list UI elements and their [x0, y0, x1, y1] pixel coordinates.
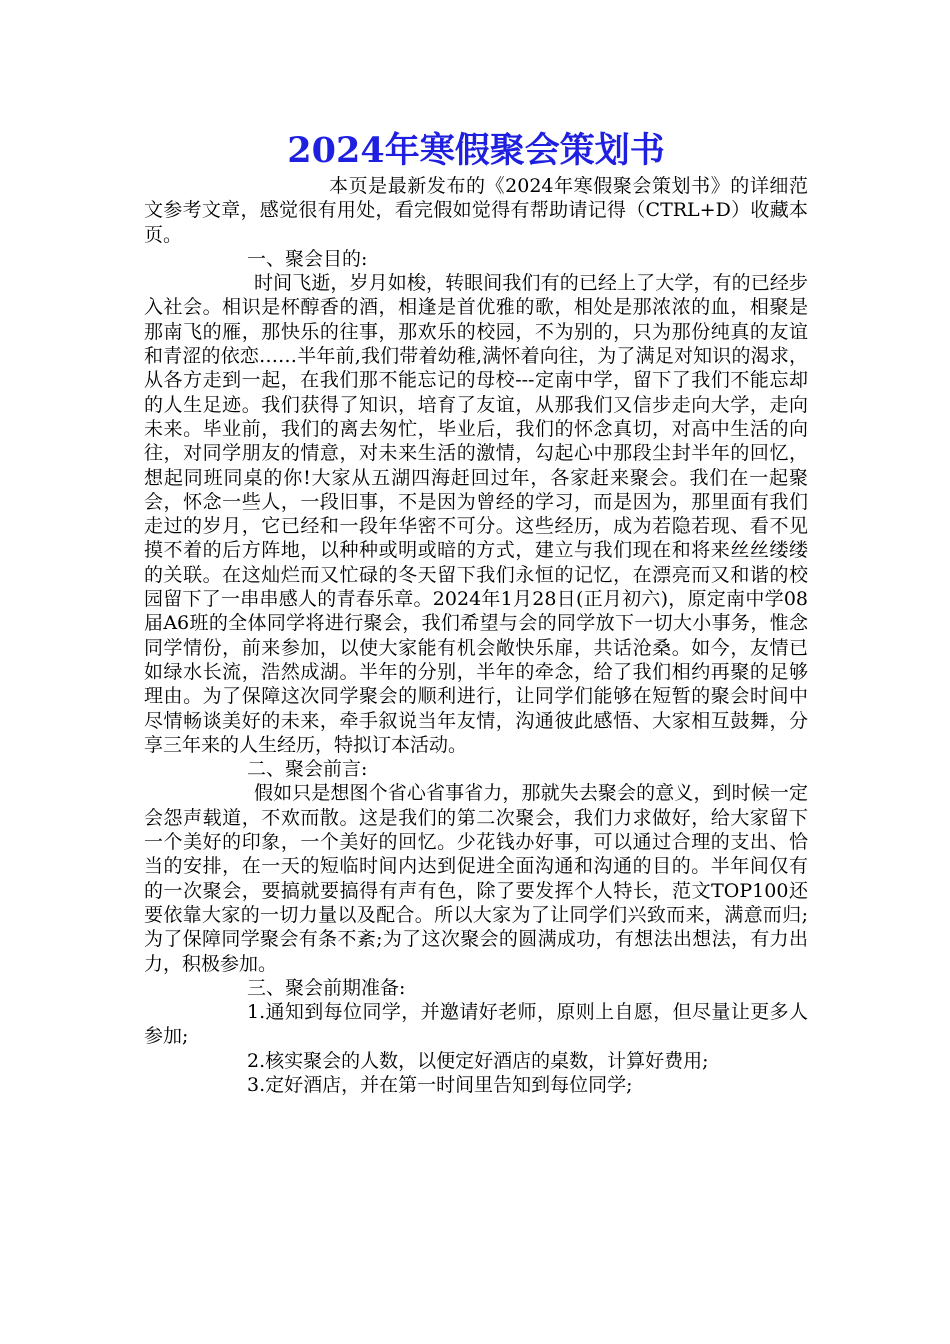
section-heading-purpose: 一、聚会目的: [247, 247, 368, 270]
section-heading-preface: 二、聚会前言: [247, 758, 368, 781]
list-item: 1.通知到每位同学，并邀请好老师，原则上自愿，但尽量让更多人参加; [144, 1001, 808, 1048]
section-heading-preparation: 三、聚会前期准备: [247, 976, 406, 999]
document-title: 2024年寒假聚会策划书 [287, 130, 665, 171]
intro-paragraph: 本页是最新发布的《2024年寒假聚会策划书》的详细范文参考文章，感觉很有用处，看完假如觉得有帮助请记得（CTRL+D）收藏本页。 [144, 175, 808, 246]
document-page [144, 128, 808, 1097]
section-paragraph-purpose: 时间飞逝，岁月如梭，转眼间我们有的已经上了大学，有的已经步入社会。相识是杯醇香的酒，相逢是首优雅的歌，相处是那浓浓的血，相聚是那南飞的雁，那快乐的往事，那欢乐的校园，不为别的，只为那份纯真的友谊和青涩的依恋……半年前,我们带着幼稚,满怀着向往，为了满足对知识的渴求，从各方走到一起，在我们那不能忘记的母校---定南中学，留下了我们不能忘却的人生足迹。我们获得了知识，培育了友谊，从那我们又信步走向大学，走向未来。毕业前，我们的离去匆忙，毕业后，我们的怀念真切，对高中生活的向往，对同学朋友的情意，对未来生活的激情，勾起心中那段尘封半年的回忆，想起同班同桌的你!大家从五湖四海赶回过年，各家赶来聚会。我们在一起聚会，怀念一些人，一段旧事，不是因为曾经的学习，而是因为，那里面有我们走过的岁月，它已经和一段年华密不可分。这些经历，成为若隐若现、看不见摸不着的后方阵地，以种种或明或暗的方式，建立与我们现在和将来丝丝缕缕的关联。在这灿烂而又忙碌的冬天留下我们永恒的记忆，在漂亮而又和谐的校园留下了一串串感人的青春乐章。2024年1月28日(正月初六)，原定南中学08届A6班的全体同学将进行聚会，我们希望与会的同学放下一切大小事务，惟念同学情份，前来参加，以使大家能有机会敞快乐扉，共话沧桑。如今，友情已如绿水长流，浩然成湖。半年的分别，半年的牵念，给了我们相约再聚的足够理由。为了保障这次同学聚会的顺利进行，让同学们能够在短暂的聚会时间中尽情畅谈美好的未来，牵手叙说当年友情，沟通彼此感悟、大家相互鼓舞，分享三年来的人生经历，特拟订本活动。 [144, 272, 808, 756]
list-item: 3.定好酒店，并在第一时间里告知到每位同学; [247, 1073, 633, 1096]
section-paragraph-preface: 假如只是想图个省心省事省力，那就失去聚会的意义，到时候一定会怨声载道，不欢而散。这是我们的第二次聚会，我们力求做好，给大家留下一个美好的印象，一个美好的回忆。少花钱办好事，可以通过合理的支出、恰当的安排，在一天的短临时间内达到促进全面沟通和沟通的目的。半年间仅有的一次聚会，要搞就要搞得有声有色，除了要发挥个人特长，范文TOP100还要依靠大家的一切力量以及配合。所以大家为了让同学们兴致而来，满意而归;为了保障同学聚会有条不紊;为了这次聚会的圆满成功，有想法出想法，有力出力，积极参加。 [144, 782, 808, 975]
list-item: 2.核实聚会的人数，以便定好酒店的桌数，计算好费用; [247, 1049, 709, 1072]
